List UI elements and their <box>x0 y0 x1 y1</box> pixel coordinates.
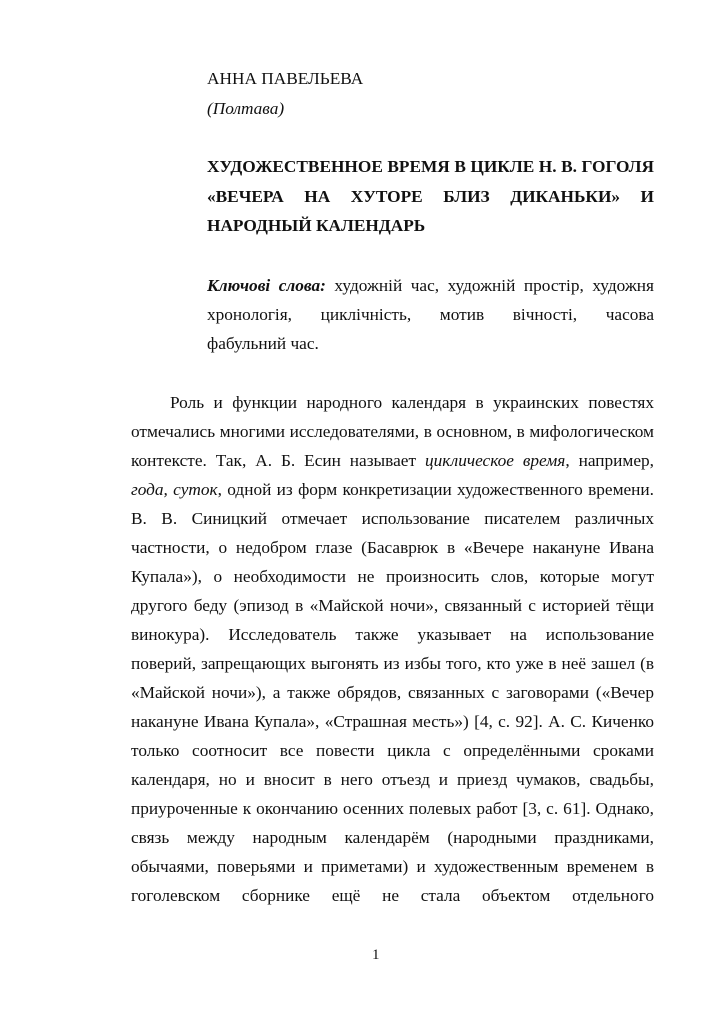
keywords-line <box>207 334 319 354</box>
text-run: контексте. Так, А. Б. Есин называет <box>131 451 425 470</box>
body-line <box>131 509 654 529</box>
text-run: «Майской ночи»), а также обрядов, связанных с заговорами («Вечер <box>131 683 654 702</box>
body-line <box>170 393 654 413</box>
text-run: частности, о недобром глазе (Басаврюк в «Вечере накануне Ивана <box>131 538 654 557</box>
text-run: обычаями, поверьями и приметами) и художественным временем в <box>131 857 654 876</box>
body-line <box>131 538 654 558</box>
text-run: отмечались многими исследователями, в основном, в мифологическом <box>131 422 654 441</box>
text-run: поверий, запрещающих выгонять из избы того, кто уже в неё зашел (в <box>131 654 654 673</box>
body-line <box>131 799 654 819</box>
keywords-text: хронологія, циклічність, мотив вічності, часова <box>207 305 654 324</box>
text-run: Роль и функции народного календаря в украинских повестях <box>170 393 654 412</box>
text-run: календаря, но и вносит в него отъезд и приезд чумаков, свадьбы, <box>131 770 654 789</box>
body-line <box>131 886 654 906</box>
text-run: винокура). Исследователь также указывает на использование <box>131 625 654 644</box>
body-line <box>131 422 654 442</box>
author-name: АННА ПАВЕЛЬЕВА <box>207 69 364 88</box>
text-run: , одной из форм конкретизации художественного времени. <box>217 480 654 499</box>
author-city: (Полтава) <box>207 99 285 118</box>
body-line <box>131 828 654 848</box>
body-line <box>131 480 654 500</box>
body-line <box>131 712 654 732</box>
keywords-text: фабульний час. <box>207 334 319 353</box>
text-run: Купала»), о необходимости не произносить слов, которые могут <box>131 567 654 586</box>
keywords-label: Ключові слова: <box>207 276 326 295</box>
keywords-line <box>207 276 654 296</box>
text-run: накануне Ивана Купала», «Страшная месть») [4, с. 92]. А. С. Киченко <box>131 712 654 731</box>
title-line: ХУДОЖЕСТВЕННОЕ ВРЕМЯ В ЦИКЛЕ Н. В. ГОГОЛЯ <box>207 157 654 176</box>
body-line <box>131 683 654 703</box>
body-line <box>131 770 654 790</box>
keywords-line <box>207 305 654 325</box>
text-run: В. В. Синицкий отмечает использование писателем различных <box>131 509 654 528</box>
text-run: , например, <box>565 451 654 470</box>
text-run: только соотносит все повести цикла с определёнными сроками <box>131 741 654 760</box>
body-line <box>131 625 654 645</box>
body-line <box>131 741 654 761</box>
page-number: 1 <box>372 947 380 963</box>
text-run: связь между народным календарём (народными праздниками, <box>131 828 654 847</box>
text-run: другого беду (эпизод в «Майской ночи», связанный с историей тёщи <box>131 596 654 615</box>
body-line <box>131 654 654 674</box>
title-line: НАРОДНЫЙ КАЛЕНДАРЬ <box>207 216 426 235</box>
keywords-text: художній час, художній простір, художня <box>325 276 654 295</box>
body-line <box>131 451 654 471</box>
text-run: гоголевском сборнике ещё не стала объектом отдельного <box>131 886 654 905</box>
italic-phrase: циклическое время <box>424 451 566 470</box>
body-line <box>131 596 654 616</box>
body-line <box>131 857 654 877</box>
italic-phrase: года, суток <box>131 480 218 499</box>
text-run: приуроченные к окончанию осенних полевых работ [3, с. 61]. Однако, <box>131 799 654 818</box>
body-line <box>131 567 654 587</box>
title-line: «ВЕЧЕРА НА ХУТОРЕ БЛИЗ ДИКАНЬКИ» И <box>207 187 654 206</box>
